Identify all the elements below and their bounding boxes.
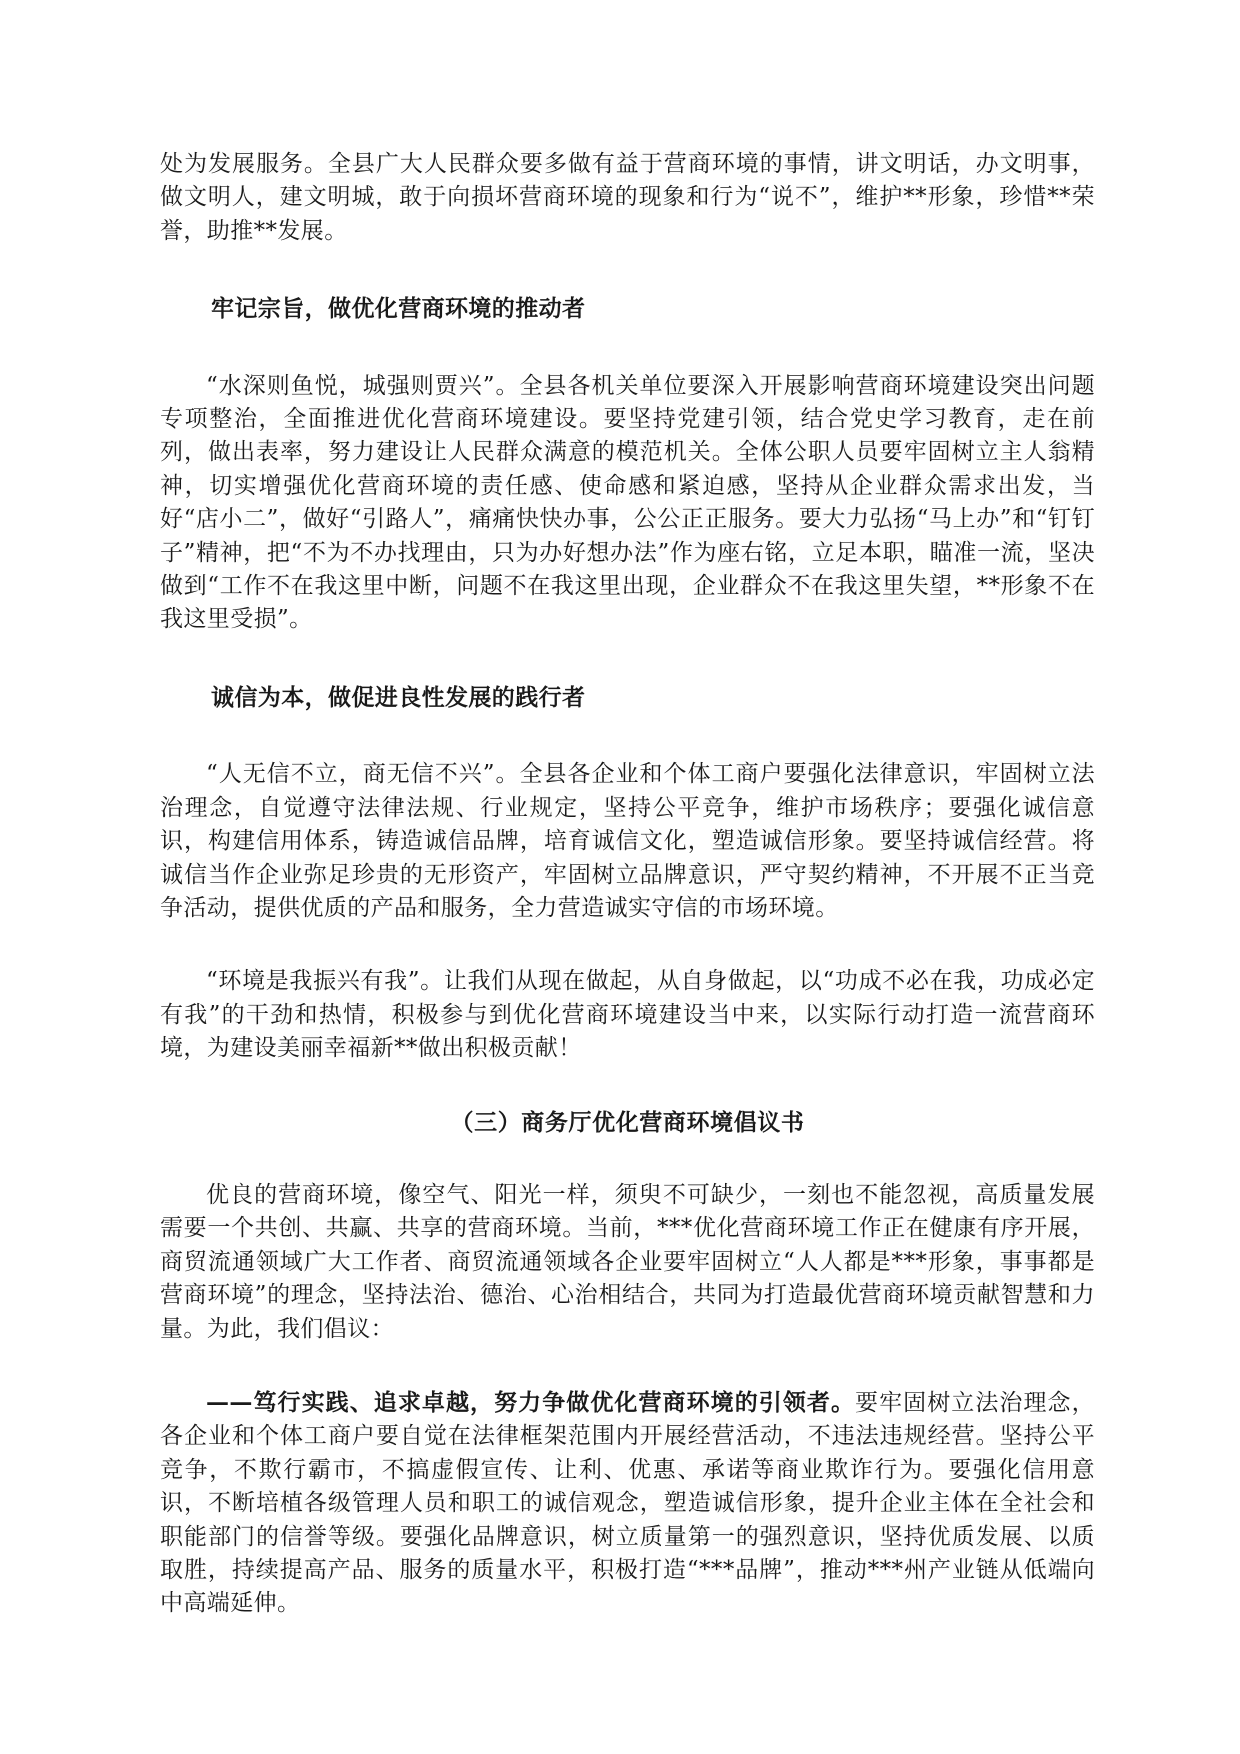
spacer — [160, 326, 1095, 370]
spacer — [160, 1139, 1095, 1179]
paragraph-3: “人无信不立，商无信不兴”。全县各企业和个体工商户要强化法律意识，牢固树立法治理念，自觉遵守法律法规、行业规定，坚持公平竞争，维护市场秩序；要强化诚信意识，构建信用体系，铸造诚信品牌，培育诚信文化，塑造诚信形象。要坚持诚信经营。将诚信当作企业弥足珍贵的无形资产，牢固树立品牌意识，严守契约精神，不开展不正当竞争活动，提供优质的产品和服务，全力营造诚实守信的市场环境。 — [160, 761, 1095, 921]
document-page — [160, 148, 1095, 1621]
section-title: （三）商务厅优化营商环境倡议书 — [450, 1108, 805, 1136]
paragraph-6 — [160, 1386, 1095, 1621]
paragraph-1: 处为发展服务。全县广大人民群众要多做有益于营商环境的事情，讲文明话，办文明事，做文明人，建文明城，敢于向损坏营商环境的现象和行为“说不”，维护**形象，珍惜**荣誉，助推**发展。 — [160, 151, 1095, 244]
spacer — [160, 637, 1095, 681]
spacer — [160, 1066, 1095, 1106]
paragraph-6-body: 要牢固树立法治理念，各企业和个体工商户要自觉在法律框架范围内开展经营活动，不违法违规经营。坚持公平竞争，不欺行霸市，不搞虚假宣传、让利、优惠、承诺等商业欺诈行为。要强化信用意识，不断培植各级管理人员和职工的诚信观念，塑造诚信形象，提升企业主体在全社会和职能部门的信誉等级。要强化品牌意识，树立质量第一的强烈意识，坚持优质发展、以质取胜，持续提高产品、服务的质量水平，积极打造“***品牌”，推动***州产业链从低端向中高端延伸。 — [160, 1389, 1095, 1617]
section-heading-2: 诚信为本，做促进良性发展的践行者 — [211, 683, 586, 711]
paragraph-6-lead: ——笃行实践、追求卓越，努力争做优化营商环境的引领者。 — [206, 1388, 856, 1416]
spacer — [160, 248, 1095, 292]
paragraph-2: “水深则鱼悦，城强则贾兴”。全县各机关单位要深入开展影响营商环境建设突出问题专项整治，全面推进优化营商环境建设。要坚持党建引领，结合党史学习教育，走在前列，做出表率，努力建设让人民群众满意的模范机关。全体公职人员要牢固树立主人翁精神，切实增强优化营商环境的责任感、使命感和紧迫感，坚持从企业群众需求出发，当好“店小二”，做好“引路人”，痛痛快快办事，公公正正服务。要大力弘扬“马上办”和“钉钉子”精神，把“不为不办找理由，只为办好想办法”作为座右铭，立足本职，瞄准一流，坚决做到“工作不在我这里中断，问题不在我这里出现，企业群众不在我这里失望，**形象不在我这里受损”。 — [160, 372, 1095, 633]
spacer — [160, 1346, 1095, 1386]
section-heading-1: 牢记宗旨，做优化营商环境的推动者 — [211, 295, 586, 323]
paragraph-4: “环境是我振兴有我”。让我们从现在做起，从自身做起，以“功成不必在我，功成必定有我”的干劲和热情，积极参与到优化营商环境建设当中来，以实际行动打造一流营商环境，为建设美丽幸福新**做出积极贡献！ — [160, 968, 1095, 1062]
spacer — [160, 925, 1095, 965]
spacer — [160, 714, 1095, 758]
paragraph-5: 优良的营商环境，像空气、阳光一样，须臾不可缺少，一刻也不能忽视，高质量发展需要一个共创、共赢、共享的营商环境。当前，***优化营商环境工作正在健康有序开展，商贸流通领域广大工作者、商贸流通领域各企业要牢固树立“人人都是***形象，事事都是营商环境”的理念，坚持法治、德治、心治相结合，共同为打造最优营商环境贡献智慧和力量。为此，我们倡议： — [160, 1181, 1095, 1342]
